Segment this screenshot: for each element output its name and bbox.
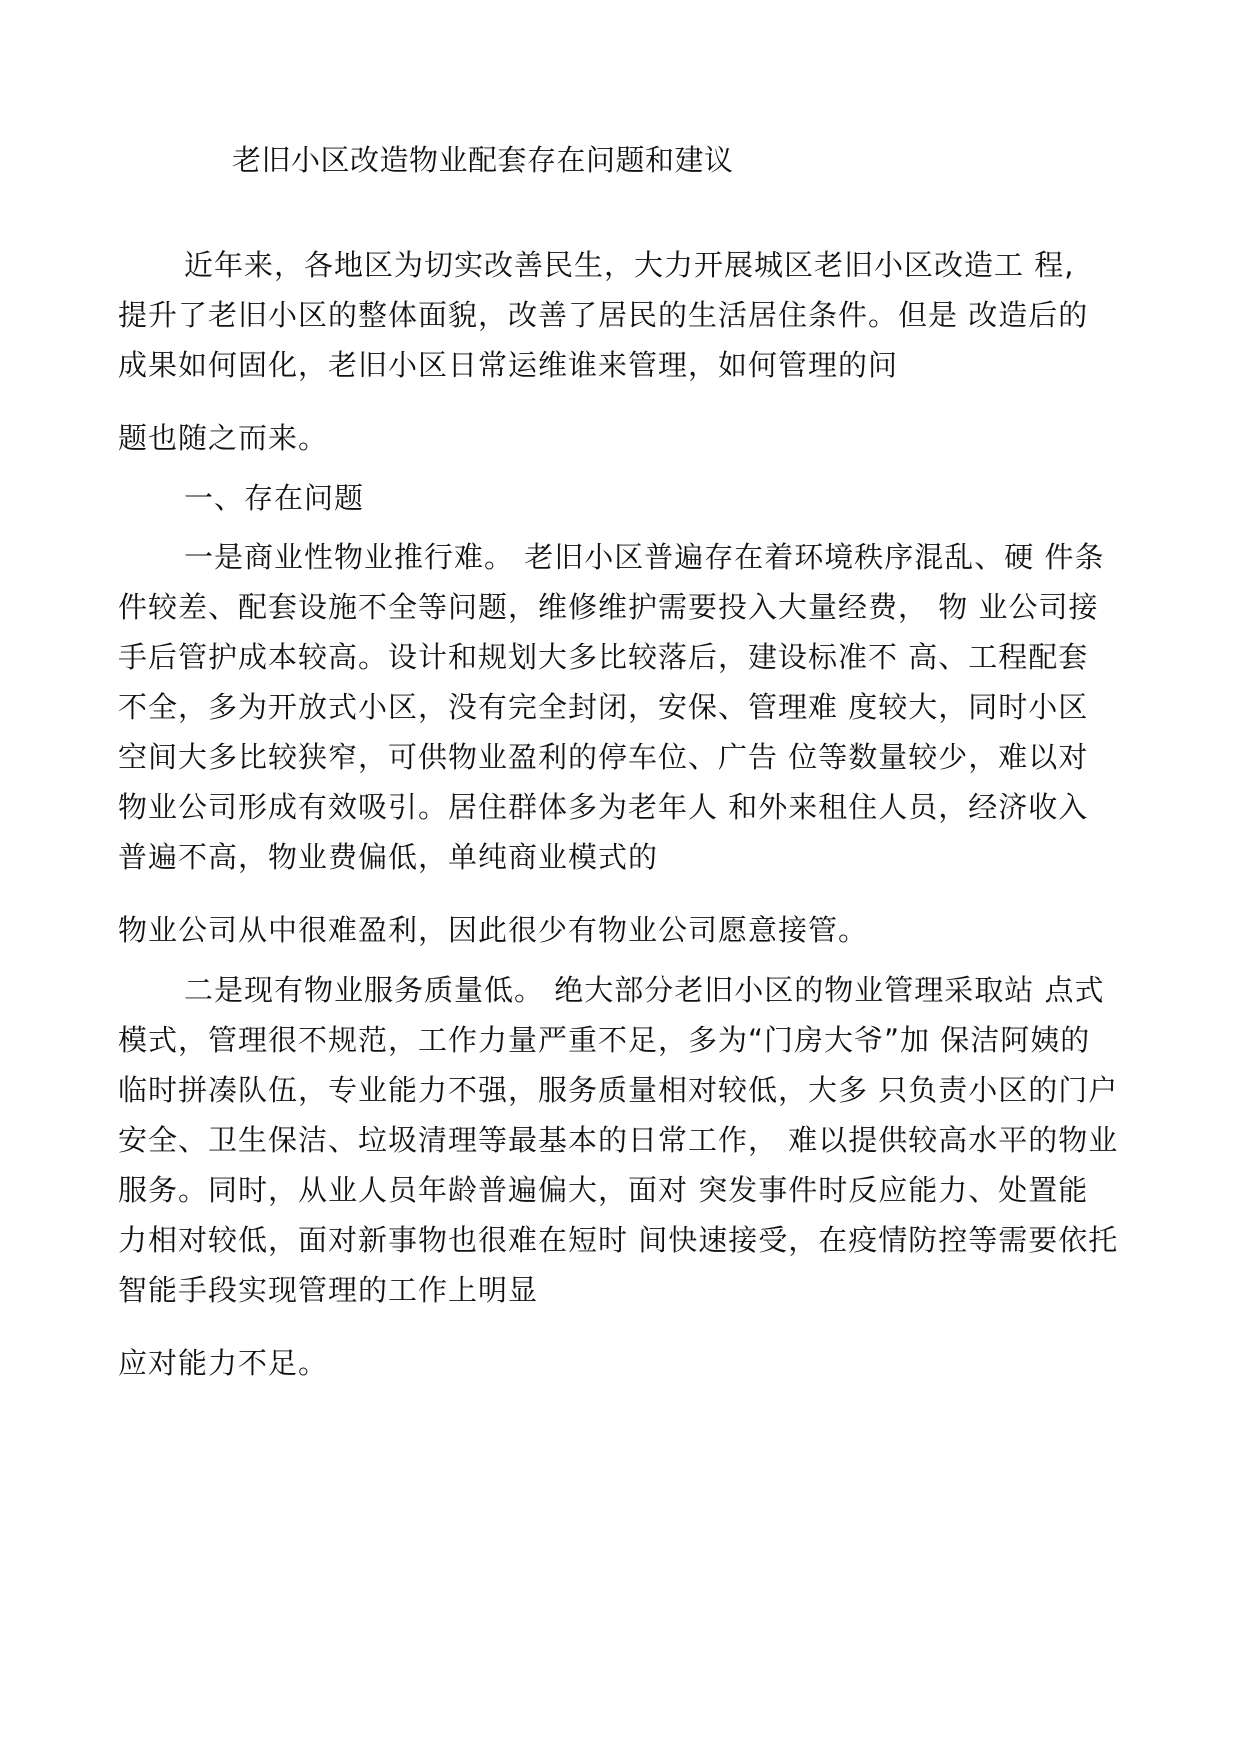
paragraph-line: 应对能力不足。 xyxy=(118,1346,329,1380)
paragraph-line: 物业公司从中很难盈利，因此很少有物业公司愿意接管。 xyxy=(118,913,869,947)
paragraph-line: 题也随之而来。 xyxy=(118,421,329,455)
paragraph-line: 安全、卫生保洁、垃圾清理等最基本的日常工作， 难以提供较高水平的物业 xyxy=(118,1123,1119,1157)
paragraph-line: 二是现有物业服务质量低。 绝大部分老旧小区的物业管理采取站 点式 xyxy=(184,973,1105,1007)
paragraph-line: 物业公司形成有效吸引。居住群体多为老年人 和外来租住人员，经济收入 xyxy=(118,790,1089,824)
paragraph-line: 模式，管理很不规范，工作力量严重不足，多为“门房大爷”加 保洁阿姨的 xyxy=(118,1023,1091,1057)
document-title: 老旧小区改造物业配套存在问题和建议 xyxy=(232,143,734,177)
paragraph-line: 智能手段实现管理的工作上明显 xyxy=(118,1273,539,1307)
paragraph-line: 临时拼凑队伍，专业能力不强，服务质量相对较低，大多 只负责小区的门户 xyxy=(118,1073,1119,1107)
paragraph-line: 成果如何固化，老旧小区日常运维谁来管理，如何管理的问 xyxy=(118,348,899,382)
paragraph-line: 手后管护成本较高。设计和规划大多比较落后，建设标准不 高、工程配套 xyxy=(118,640,1089,674)
section-heading-text: 一、存在问题 xyxy=(184,481,365,515)
paragraph-line: 件较差、配套设施不全等问题，维修维护需要投入大量经费， 物 业公司接 xyxy=(118,590,1099,624)
paragraph-line: 服务。同时，从业人员年龄普遍偏大，面对 突发事件时反应能力、处置能 xyxy=(118,1173,1089,1207)
paragraph-line: 普遍不高，物业费偏低，单纯商业模式的 xyxy=(118,840,659,874)
paragraph-line: 近年来，各地区为切实改善民生，大力开展城区老旧小区改造工 程, xyxy=(184,248,1075,282)
paragraph-line: 一是商业性物业推行难。 老旧小区普遍存在着环境秩序混乱、硬 件条 xyxy=(184,540,1105,574)
paragraph-line: 不全，多为开放式小区，没有完全封闭，安保、管理难 度较大，同时小区 xyxy=(118,690,1089,724)
paragraph-line: 提升了老旧小区的整体面貌，改善了居民的生活居住条件。但是 改造后的 xyxy=(118,298,1089,332)
paragraph-line: 空间大多比较狭窄，可供物业盈利的停车位、广告 位等数量较少，难以对 xyxy=(118,740,1089,774)
paragraph-line: 力相对较低，面对新事物也很难在短时 间快速接受，在疫情防控等需要依托 xyxy=(118,1223,1119,1257)
